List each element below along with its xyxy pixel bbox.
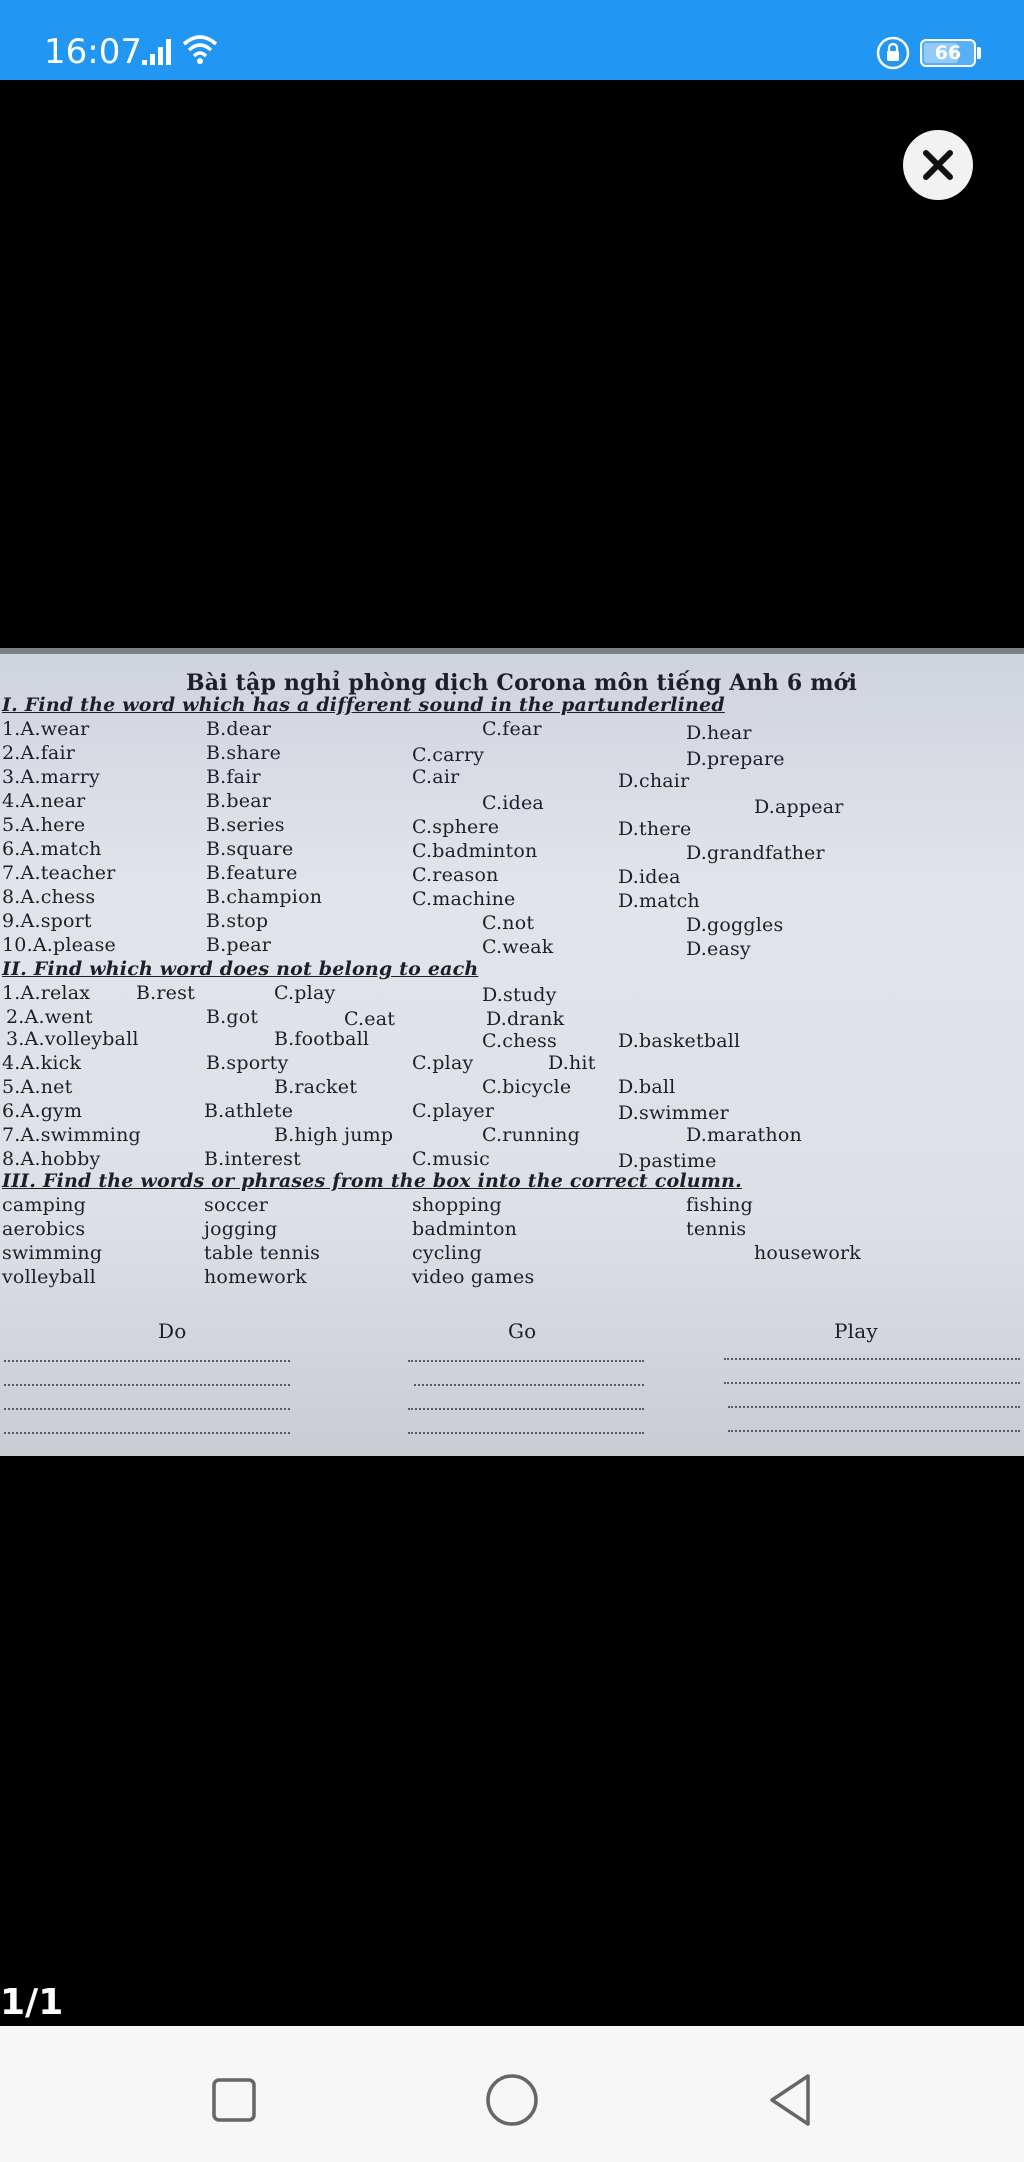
s2-r5-a: 5.A.net <box>2 1076 73 1098</box>
s1-r1-c: C.fear <box>482 718 542 740</box>
s2-r6-a: 6.A.gym <box>2 1100 83 1122</box>
worksheet-title: Bài tập nghỉ phòng dịch Corona môn tiếng Anh 6 mới <box>186 670 858 696</box>
s3-r1-d: fishing <box>686 1194 753 1216</box>
s3-r4-c: video games <box>412 1266 535 1288</box>
s3-r3-d: housework <box>754 1242 862 1264</box>
s3-r2-a: aerobics <box>2 1218 86 1240</box>
section-2-heading: II. Find which word does not belong to each <box>2 958 479 980</box>
s2-r7-c: C.running <box>482 1124 580 1146</box>
recent-apps-icon[interactable] <box>204 2070 264 2130</box>
answer-line <box>4 1408 290 1410</box>
s1-r6-c: C.badminton <box>412 840 538 862</box>
s2-r7-a: 7.A.swimming <box>2 1124 141 1146</box>
s2-r1-b: B.rest <box>136 982 195 1004</box>
s1-r8-d: D.match <box>618 890 700 912</box>
s1-r3-a: 3.A.marry <box>2 766 100 788</box>
s1-r7-d: D.idea <box>618 866 681 888</box>
s1-r2-b: B.share <box>206 742 282 764</box>
s1-r8-a: 8.A.chess <box>2 886 96 908</box>
s3-r2-b: jogging <box>204 1218 278 1240</box>
s2-r1-d: D.study <box>482 984 557 1006</box>
s1-r2-c: C.carry <box>412 744 485 766</box>
s1-r4-b: B.bear <box>206 790 272 812</box>
s2-r6-d: D.swimmer <box>618 1102 729 1124</box>
s2-r5-c: C.bicycle <box>482 1076 572 1098</box>
s2-r5-b: B.racket <box>274 1076 358 1098</box>
battery-tip <box>977 47 981 59</box>
answer-line <box>4 1432 290 1434</box>
s1-r1-d: D.hear <box>686 722 752 744</box>
s3-r2-d: tennis <box>686 1218 747 1240</box>
s2-r2-b: B.got <box>206 1006 259 1028</box>
s1-r4-c: C.idea <box>482 792 544 814</box>
s3-r2-c: badminton <box>412 1218 518 1240</box>
wifi-icon <box>182 34 218 66</box>
s1-r5-d: D.there <box>618 818 692 840</box>
s1-r1-a: 1.A.wear <box>2 718 90 740</box>
s1-r2-d: D.prepare <box>686 748 785 770</box>
s1-r9-c: C.not <box>482 912 535 934</box>
page-counter: 1/1 <box>0 1982 64 2023</box>
answer-line <box>408 1360 644 1362</box>
s2-r4-a: 4.A.kick <box>2 1052 82 1074</box>
s1-r7-c: C.reason <box>412 864 499 886</box>
close-button[interactable] <box>903 130 973 200</box>
s1-r9-b: B.stop <box>206 910 269 932</box>
s2-r3-a: 3.A.volleyball <box>6 1028 139 1050</box>
worksheet-photo <box>0 648 1024 1456</box>
back-icon[interactable] <box>760 2070 820 2130</box>
answer-line <box>408 1408 644 1410</box>
s2-r8-c: C.music <box>412 1148 491 1170</box>
section-3-heading: III. Find the words or phrases from the box into the correct column. <box>2 1170 742 1192</box>
s1-r2-a: 2.A.fair <box>2 742 76 764</box>
s2-r2-a: 2.A.went <box>6 1006 93 1028</box>
s2-r1-a: 1.A.relax <box>2 982 91 1004</box>
s3-r1-a: camping <box>2 1194 87 1216</box>
s2-r2-d: D.drank <box>486 1008 565 1030</box>
signal-icon <box>142 36 176 66</box>
s2-r4-b: B.sporty <box>206 1052 289 1074</box>
s1-r4-a: 4.A.near <box>2 790 86 812</box>
s1-r5-a: 5.A.here <box>2 814 86 836</box>
answer-line <box>414 1384 644 1386</box>
s2-r8-d: D.pastime <box>618 1150 717 1172</box>
s1-r10-d: D.easy <box>686 938 751 960</box>
column-do: Do <box>158 1319 187 1343</box>
answer-line <box>4 1384 290 1386</box>
s1-r3-d: D.chair <box>618 770 690 792</box>
answer-line <box>728 1430 1020 1432</box>
s2-r3-c: C.chess <box>482 1030 557 1052</box>
home-icon[interactable] <box>482 2070 542 2130</box>
s1-r10-b: B.pear <box>206 934 272 956</box>
battery-level: 66 <box>934 42 962 64</box>
battery-icon <box>920 39 976 67</box>
s1-r10-a: 10.A.please <box>2 934 116 956</box>
s1-r3-c: C.air <box>412 766 460 788</box>
close-icon <box>922 149 954 181</box>
s3-r4-a: volleyball <box>2 1266 96 1288</box>
s2-r7-b: B.high jump <box>274 1124 394 1146</box>
s1-r6-b: B.square <box>206 838 294 860</box>
answer-line <box>728 1406 1020 1408</box>
s3-r3-c: cycling <box>412 1242 482 1264</box>
worksheet <box>0 648 1024 1456</box>
s3-r1-b: soccer <box>204 1194 268 1216</box>
s2-r4-d: D.hit <box>548 1052 596 1074</box>
s1-r3-b: B.fair <box>206 766 261 788</box>
column-go: Go <box>508 1319 537 1343</box>
answer-line <box>408 1432 644 1434</box>
s1-r8-c: C.machine <box>412 888 516 910</box>
s1-r5-c: C.sphere <box>412 816 500 838</box>
lock-icon <box>876 36 910 70</box>
status-time: 16:07 <box>44 32 142 72</box>
s1-r9-d: D.goggles <box>686 914 784 936</box>
s1-r7-a: 7.A.teacher <box>2 862 116 884</box>
s1-r5-b: B.series <box>206 814 285 836</box>
s2-r3-d: D.basketball <box>618 1030 741 1052</box>
s1-r6-d: D.grandfather <box>686 842 825 864</box>
s2-r8-a: 8.A.hobby <box>2 1148 101 1170</box>
s1-r4-d: D.appear <box>754 796 844 818</box>
s1-r6-a: 6.A.match <box>2 838 102 860</box>
s1-r9-a: 9.A.sport <box>2 910 92 932</box>
section-1-heading: I. Find the word which has a different sound in the partunderlined <box>2 694 725 716</box>
navigation-bar <box>0 2026 1024 2162</box>
s1-r7-b: B.feature <box>206 862 298 884</box>
s2-r4-c: C.play <box>412 1052 474 1074</box>
s2-r2-c: C.eat <box>344 1008 396 1030</box>
s1-r10-c: C.weak <box>482 936 554 958</box>
s2-r7-d: D.marathon <box>686 1124 802 1146</box>
answer-line <box>4 1360 290 1362</box>
s3-r1-c: shopping <box>412 1194 502 1216</box>
column-play: Play <box>834 1319 878 1343</box>
answer-line <box>724 1358 1020 1360</box>
s2-r1-c: C.play <box>274 982 336 1004</box>
answer-line <box>724 1382 1020 1384</box>
s2-r5-d: D.ball <box>618 1076 676 1098</box>
s2-r6-c: C.player <box>412 1100 495 1122</box>
s3-r3-a: swimming <box>2 1242 103 1264</box>
s2-r6-b: B.athlete <box>204 1100 294 1122</box>
s1-r1-b: B.dear <box>206 718 272 740</box>
s1-r8-b: B.champion <box>206 886 323 908</box>
s2-r8-b: B.interest <box>204 1148 301 1170</box>
status-bar <box>0 0 1024 80</box>
s3-r3-b: table tennis <box>204 1242 321 1264</box>
s3-r4-b: homework <box>204 1266 307 1288</box>
s2-r3-b: B.football <box>274 1028 370 1050</box>
